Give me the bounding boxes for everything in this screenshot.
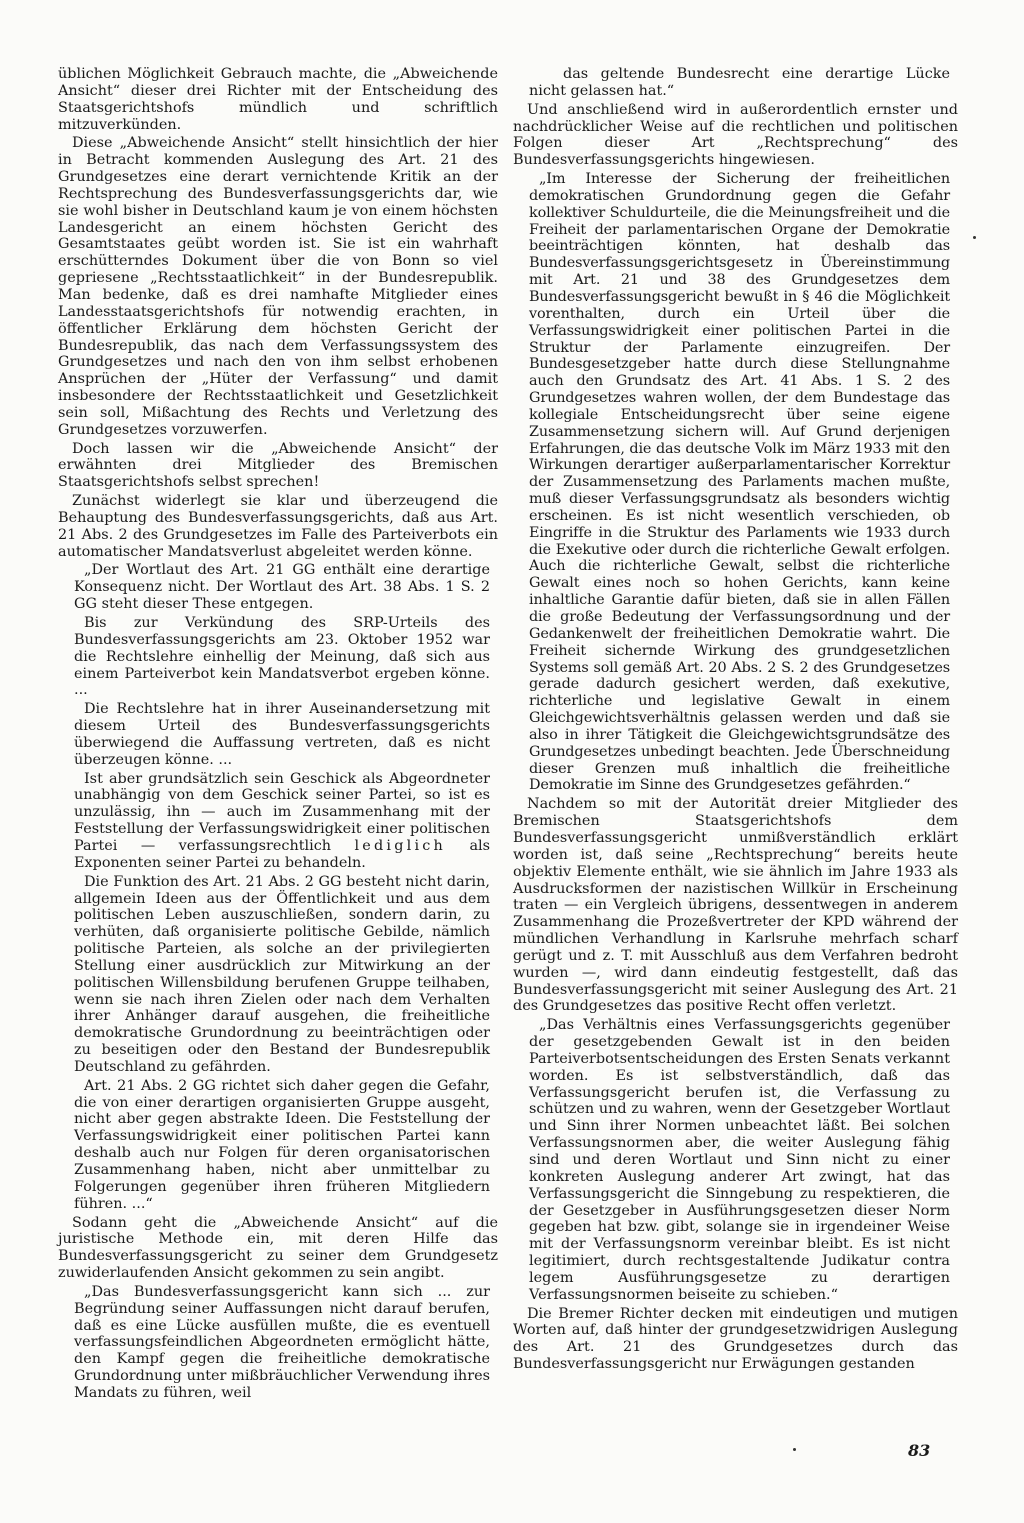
page-number: 83 [908,1441,931,1460]
quote-paragraph: Die Funktion des Art. 21 Abs. 2 GG besteht nicht darin, allgemein Ideen aus der Öffentlichkeit und aus dem politischen Leben auszuschließen, sondern darin, zu verhüten, daß organisierte politische Gebilde, nämlich politische Parteien, als solche an der privilegierten Stellung einer ausdrücklich zur Mitwirkung an der politischen Willensbildung berufenen Gruppe teilhaben, wenn sie nach ihren Zielen oder nach dem Verhalten ihrer Anhänger darauf ausgehen, die freiheitliche demokratische Grundordnung zu beeinträchtigen oder zu beseitigen oder den Bestand der Bundesrepublik Deutschland zu gefährden. [74,873,490,1075]
quote-paragraph: „Im Interesse der Sicherung der freiheitlichen demokratischen Grundordnung gegen die Gefahr kollektiver Schuldurteile, die die Meinungsfreiheit und die Freiheit der parlamentarischen Organe der Demokratie beeinträchtigen könnten, hat deshalb das Bundesverfassungsgerichtsgesetz in Übereinstimmung mit Art. 21 und 38 des Grundgesetzes dem Bundesverfassungsgericht bewußt in § 46 die Möglichkeit vorenthalten, durch ein Urteil über die Verfassungswidrigkeit einer politischen Partei in die Struktur der Parlamente einzugreifen. Der Bundesgesetzgeber hatte durch diese Stellungnahme auch den Grundsatz des Art. 41 Abs. 1 S. 2 des Grundgesetzes wahren wollen, der dem Bundestage das kollegiale Entscheidungsrecht über seine eigene Zusammensetzung sichern will. Auf Grund derjenigen Erfahrungen, die das deutsche Volk im März 1933 mit den Wirkungen derartiger außerparlamentarischer Korrektur der Zusammensetzung des Parlaments machen mußte, muß dieser Verfassungsgrundsatz als besonders wichtig erscheinen. Es ist nicht wesentlich verschieden, ob Eingriffe in die Struktur des Parlaments wie 1933 durch die Exekutive oder durch die richterliche Gewalt erfolgen. Auch die richterliche Gewalt, selbst die richterliche Gewalt eines noch so hohen Gerichts, kann keine inhaltliche Garantie dafür bieten, daß sie in allen Fällen die große Bedeutung der Verfassungsordnung und der Gedankenwelt der freiheitlichen Demokratie wahrt. Die Freiheit sichernde Wirkung des grundgesetzlichen Systems soll gemäß Art. 20 Abs. 2 S. 2 des Grundgesetzes gerade dadurch gesichert werden, daß exekutive, richterliche und legislative Gewalt in einem Gleichgewichtsverhältnis gelassen werden und daß sie also in ihrer Tätigkeit die Gleichgewichtsgrundsätze des Grundgesetzes unbedingt beachten. Jede Überschneidung dieser Grenzen muß inhaltlich die freiheitliche Demokratie im Sinne des Grundgesetzes gefährden.“ [529,171,950,794]
quote-paragraph: „Der Wortlaut des Art. 21 GG enthält eine derartige Konsequenz nicht. Der Wortlaut des Art. 38 Abs. 1 S. 2 GG steht dieser These entgegen. [74,562,490,613]
quote-paragraph: Bis zur Verkündung des SRP-Urteils des Bundesverfassungsgerichts am 23. Oktober 1952 war die Rechtslehre einhellig der Meinung, daß sich aus einem Parteiverbot kein Mandatsverbot ergeben könne. ... [74,615,490,699]
paragraph: Doch lassen wir die „Abweichende Ansicht“ der erwähnten drei Mitglieder des Bremischen Staatsgerichtshofs selbst sprechen! [58,440,498,491]
paragraph: Nachdem so mit der Autorität dreier Mitglieder des Bremischen Staatsgerichtshofs dem Bundesverfassungsgericht unmißverständlich erklärt worden ist, daß seine „Rechtsprechung“ bereits heute objektiv Elemente enthält, wie sie ähnlich im Jahre 1933 als Ausdrucksformen der nazistischen Willkür in Erscheinung traten — ein Vergleich übrigens, dessentwegen in anderem Zusammenhang die Prozeßvertreter der KPD während der mündlichen Verhandlung in Karlsruhe mehrfach scharf gerügt und z. T. mit Ausschluß aus dem Verfahren bedroht wurden —, wird dann eindeutig festgestellt, daß das Bundesverfassungsgericht mit seiner Auslegung des Art. 21 des Grundgesetzes das positive Recht offen verletzt. [513,796,958,1015]
margin-mark [973,236,976,239]
quote-paragraph: „Das Verhältnis eines Verfassungsgerichts gegenüber der gesetzgebenden Gewalt ist in den beiden Parteiverbotsentscheidungen des Ersten Senats verkannt worden. Es ist selbstverständlich, daß das Verfassungsgericht berufen ist, die Verfassung zu schützen und zu wahren, wenn der Gesetzgeber Wortlaut und Sinn ihrer Normen unbeachtet läßt. Bei solchen Verfassungsnormen aber, die weiter Auslegung fähig sind und deren Wortlaut und Sinn nicht zu einer konkreten Auslegung anderer Art zwingt, hat das Verfassungsgericht die Sinngebung zu respektieren, die der Gesetzgeber in Ausführungsgesetzen dieser Norm gegeben hat bzw. gibt, solange sie in irgendeiner Weise mit der Verfassungsnorm vereinbar bleibt. Es ist nicht legitimiert, durch rechtsgestaltende Judikatur contra legem Ausführungsgesetze zu derartigen Verfassungsnormen beiseite zu schieben.“ [529,1017,950,1303]
paragraph: Diese „Abweichende Ansicht“ stellt hinsichtlich der hier in Betracht kommenden Auslegung des Art. 21 des Grundgesetzes eine derart vernichtende Kritik an der Rechtsprechung des Bundesverfassungsgerichts dar, wie sie wohl bisher in Deutschland kaum je von einem höchsten Landesgericht an einem höchsten Gericht des Gesamtstaates geübt worden ist. Sie ist ein wahrhaft erschütterndes Dokument über die von Bonn so viel gepriesene „Rechtsstaatlichkeit“ in der Bundesrepublik. Man bedenke, daß es drei namhafte Mitglieder eines Landesstaatsgerichtshofs für notwendig erachten, in öffentlicher Erklärung dem höchsten Gericht der Bundesrepublik, das nach dem Verfassungssystem des Grundgesetzes und nach den von ihm selbst erhobenen Ansprüchen der „Hüter der Verfassung“ und damit insbesondere der Rechtsstaatlichkeit und Gesetzlichkeit sein soll, Mißachtung des Rechts und Verletzung des Grundgesetzes vorzuwerfen. [58,135,498,438]
quote-paragraph: Die Rechtslehre hat in ihrer Auseinandersetzung mit diesem Urteil des Bundesverfassungsgerichts überwiegend die Auffassung vertreten, daß es nicht überzeugen könne. ... [74,701,490,768]
paragraph: üblichen Möglichkeit Gebrauch machte, die „Abweichende Ansicht“ dieser drei Richter mit der Entscheidung des Staatsgerichtshofs mündlich und schriftlich mitzuverkünden. [58,66,498,133]
quote-text: Ist aber grundsätzlich sein Geschick als Abgeordneter unabhängig von dem Geschick seiner Partei, so ist es unzulässig, ihn — auch im Zusammenhang mit der Feststellung der Verfassungswidrigkeit einer politischen Partei — verfassungsrechtlich [74,770,490,854]
quote-paragraph: Art. 21 Abs. 2 GG richtet sich daher gegen die Gefahr, die von einer derartigen organisierten Gruppe ausgeht, nicht aber gegen abstrakte Ideen. Die Feststellung der Verfassungswidrigkeit einer politischen Partei kann deshalb auch nur Folgen für deren organisatorischen Zusammenhang haben, nicht aber unmittelbar zu Folgerungen gegenüber ihren früheren Mitgliedern führen. ...“ [74,1077,490,1212]
paragraph: Die Bremer Richter decken mit eindeutigen und mutigen Worten auf, daß hinter der grundgesetzwidrigen Auslegung des Art. 21 des Grundgesetzes durch das Bundesverfassungsgericht nur Erwägungen gestanden [513,1305,958,1373]
right-column [513,66,958,1375]
quote-paragraph: das geltende Bundesrecht eine derartige Lücke nicht gelassen hat.“ [529,66,950,99]
paragraph: Zunächst widerlegt sie klar und überzeugend die Behauptung des Bundesverfassungsgerichts, daß aus Art. 21 Abs. 2 des Grundgesetzes im Falle des Parteiverbots ein automatischer Mandatsverlust abgeleitet werden könne. [58,493,498,560]
quote-paragraph [74,771,490,872]
quote-paragraph: „Das Bundesverfassungsgericht kann sich ... zur Begründung seiner Auffassungen nicht darauf berufen, daß es eine Lücke ausfüllen mußte, die es eventuell verfassungsfeindlichen Abgeordneten ermöglicht hätte, den Kampf gegen die freiheitliche demokratische Grundordnung unter mißbräuchlicher Verwendung ihres Mandats zu führen, weil [74,1283,490,1401]
margin-mark [793,1448,796,1451]
emphasized-word: lediglich [354,837,446,854]
left-column [58,66,498,1404]
paragraph: Und anschließend wird in außerordentlich ernster und nachdrücklicher Weise auf die rechtlichen und politischen Folgen dieser Art „Rechtsprechung“ des Bundesverfassungsgerichts hingewiesen. [513,101,958,169]
quote-text: als Exponenten seiner Partei zu behandeln. [74,837,491,871]
paragraph: Sodann geht die „Abweichende Ansicht“ auf die juristische Methode ein, mit deren Hilfe das Bundesverfassungsgericht zu seiner dem Grundgesetz zuwiderlaufenden Ansicht gekommen zu sein angibt. [58,1214,498,1282]
